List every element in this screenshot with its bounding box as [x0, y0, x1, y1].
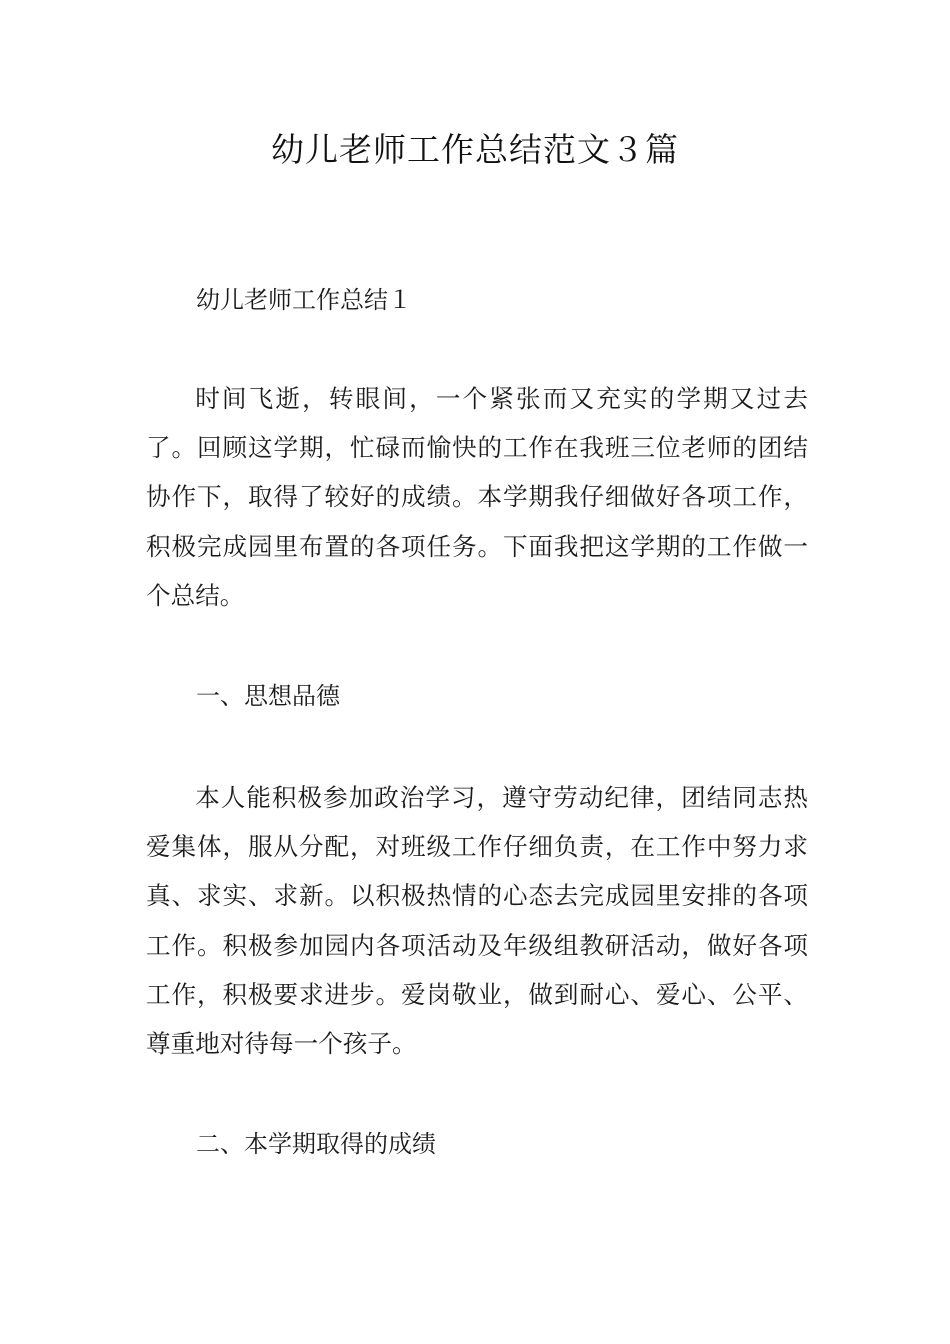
section-heading-achievements: 二、本学期取得的成绩 [196, 1130, 436, 1158]
paragraph-intro: 时间飞逝，转眼间，一个紧张而又充实的学期又过去了。回顾这学期，忙碌而愉快的工作在我班三位老师的团结协作下，取得了较好的成绩。本学期我仔细做好各项工作，积极完成园里布置的各项任务。下面我把这学期的工作做一个总结。 [146, 384, 808, 610]
document-title: 幼儿老师工作总结范文３篇 [271, 130, 679, 169]
section-subtitle: 幼儿老师工作总结１ [196, 286, 412, 314]
paragraph-moral: 本人能积极参加政治学习，遵守劳动纪律，团结同志热爱集体，服从分配，对班级工作仔细负责，在工作中努力求真、求实、求新。以积极热情的心态去完成园里安排的各项工作。积极参加园内各项活动及年级组教研活动，做好各项工作，积极要求进步。爱岗敬业，做到耐心、爱心、公平、尊重地对待每一个孩子。 [146, 783, 808, 1059]
section-heading-moral: 一、思想品德 [196, 682, 340, 710]
